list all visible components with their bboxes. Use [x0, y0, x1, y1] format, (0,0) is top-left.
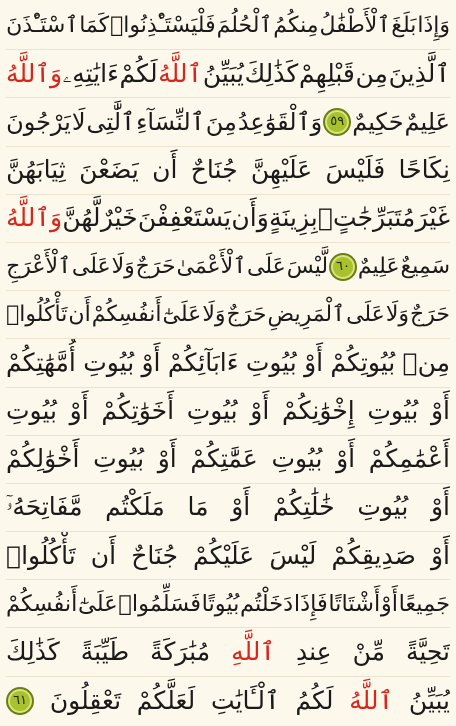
verse-word: بُيُوتِ	[83, 347, 135, 377]
verse-word: عَلَىٰٓ	[78, 590, 118, 617]
verse-word: عَلِيمٌ	[404, 107, 450, 136]
verse-word: كَذَٰلِكَ	[244, 58, 299, 88]
verse-word: جَمِيعًا	[398, 590, 450, 617]
verse-word: أَن	[68, 301, 91, 327]
divine-name-word: ٱللَّهُ	[158, 58, 203, 88]
verse-word: يَضَعْنَ	[79, 155, 139, 185]
verse-word: سَمِيعٌ	[400, 253, 450, 279]
verse-word: ٱلْأَعْمَىٰ	[176, 253, 247, 279]
verse-word: أَخْوَٰلِكُمْ	[6, 444, 80, 474]
verse-word: ءَايَٰتِهِۦ	[62, 58, 119, 88]
verse-line	[6, 50, 450, 98]
verse-word: أَشْتَاتًا	[328, 590, 381, 617]
verse-word: لَكُمُ	[295, 685, 334, 715]
verse-word: أَن	[152, 155, 178, 185]
verse-line	[6, 147, 450, 195]
verse-word: أَخَوَٰتِكُمْ	[101, 396, 175, 426]
verse-word: تَأْكُلُوا۟	[6, 301, 68, 327]
verse-word: بُيُوتِكُمْ	[330, 347, 396, 377]
verse-line	[6, 484, 450, 532]
verse-line	[6, 98, 450, 146]
verse-word: عَلِيمٌ	[357, 253, 400, 279]
verse-word: مِنَ	[205, 107, 237, 136]
verse-word: ءَابَآئِكُمْ	[167, 347, 239, 377]
verse-word: أَوْ	[69, 396, 89, 426]
verse-word: لَكُمْ	[119, 58, 158, 88]
verse-word: لَّيْسَ	[286, 253, 329, 279]
verse-word: ٱلْأَعْرَجِ	[6, 253, 71, 279]
verse-word: أَوْ	[380, 590, 398, 617]
verse-word: مِنكُمُ	[273, 12, 319, 38]
verse-word: أَوْ	[304, 347, 324, 377]
verse-line	[6, 580, 450, 628]
verse-word: خَيْرٌ	[100, 203, 138, 233]
divine-name-word: وَٱللَّهُ	[6, 58, 63, 88]
verse-word: ٱلْأَطْفَٰلُ	[319, 12, 391, 38]
verse-word: خَٰلَٰتِكُمْ	[272, 492, 335, 522]
verse-word: ٱلْـَٔايَٰتِ	[210, 685, 280, 715]
verse-word: أَنفُسِكُمْ	[91, 301, 162, 327]
verse-word: أَوْ	[430, 492, 450, 522]
verse-word: صَدِيقِكُمْ	[331, 540, 416, 570]
verse-word: وَلَا	[385, 301, 410, 327]
divine-name-word: وَٱللَّهُ	[6, 203, 63, 233]
divine-name-word: ٱللَّهُ	[349, 685, 394, 715]
verse-word: أَن	[90, 540, 117, 570]
verse-word: أَوْ	[250, 396, 270, 426]
verse-word: تَعْقِلُونَ	[49, 685, 122, 715]
verse-word: عِندِ	[296, 637, 332, 667]
verse-word: يُبَيِّنُ	[202, 58, 244, 88]
verse-word: بَلَغَ	[391, 12, 417, 38]
verse-word: حَرَجٌ	[226, 301, 267, 327]
verse-word: بُيُوتِ	[186, 396, 238, 426]
verse-word: بُيُوتِ	[271, 444, 323, 474]
ayah-number-marker: ٦١	[6, 687, 34, 715]
verse-word: بُيُوتِ	[357, 492, 409, 522]
verse-line	[6, 291, 450, 339]
verse-word: ٱلَّذِينَ	[388, 58, 450, 88]
verse-word: إِخْوَٰنِكُمْ	[281, 396, 355, 426]
verse-word: ٱلَّٰتِى	[86, 107, 136, 136]
verse-word: لَعَلَّكُمْ	[136, 685, 196, 715]
verse-word: كَمَا	[79, 12, 110, 38]
verse-word: تَأْكُلُوا۟	[6, 540, 76, 570]
verse-word: أُمَّهَٰتِكُمْ	[6, 347, 76, 377]
verse-word: وَأَن	[231, 203, 269, 233]
verse-word: تَحِيَّةً	[405, 637, 450, 667]
verse-word: مُتَبَرِّجَٰتٍۭ	[318, 203, 416, 233]
verse-line	[6, 243, 450, 291]
verse-line	[6, 677, 450, 725]
verse-word: وَإِذَا	[417, 12, 450, 38]
verse-word: يُبَيِّنُ	[408, 685, 450, 715]
verse-word: بُيُوتِ	[93, 444, 145, 474]
verse-word: بُيُوتِ	[367, 396, 419, 426]
verse-word: فَسَلِّمُوا۟	[118, 590, 201, 617]
verse-word: فَلَيْسَ	[325, 155, 386, 185]
verse-word: ٱسْتَـْٔذَنَ	[6, 12, 79, 38]
ayah-number-marker: ٥٩	[323, 108, 351, 136]
verse-word: وَلَا	[202, 301, 226, 327]
verse-word: يَسْتَعْفِفْنَ	[137, 203, 232, 233]
verse-word: أَوْ	[336, 444, 356, 474]
verse-line	[6, 436, 450, 484]
verse-word: عَلَى	[247, 253, 286, 279]
verse-word: أَوْ	[141, 347, 161, 377]
verse-word: جُنَاحٌ	[190, 155, 238, 185]
verse-word: جُنَاحٌ	[131, 540, 178, 570]
verse-word: نِكَاحًا	[398, 155, 450, 185]
verse-word: لَيْسَ	[269, 540, 317, 570]
verse-word: حَكِيمٌ	[352, 107, 404, 136]
verse-word: حَرَجٌ	[410, 301, 450, 327]
verse-word: مَا	[187, 492, 209, 522]
verse-word: مَّفَاتِحَهُۥٓ	[6, 492, 83, 522]
verse-word: ٱلْحُلُمَ	[216, 12, 273, 38]
verse-word: ٱلنِّسَآءِ	[136, 107, 205, 136]
verse-word: كَذَٰلِكَ	[6, 637, 60, 667]
verse-word: أَعْمَٰمِكُمْ	[368, 444, 450, 474]
verse-word: وَلَا	[111, 253, 135, 279]
verse-word: بُيُوتِ	[6, 396, 57, 426]
verse-word: ٱلْمَرِيضِ	[267, 301, 346, 327]
verse-word: أَوْ	[430, 396, 450, 426]
verse-word: عَمَّٰتِكُمْ	[190, 444, 258, 474]
verse-word: مُبَٰرَكَةً	[150, 637, 211, 667]
verse-line	[6, 2, 450, 50]
verse-line	[6, 388, 450, 436]
verse-word: عَلَىٰٓ	[162, 301, 202, 327]
verse-line	[6, 628, 450, 676]
verse-word: أَوْ	[231, 492, 251, 522]
verse-word: فَإِذَا	[293, 590, 328, 617]
divine-name-word: ٱللَّهِ	[231, 637, 276, 667]
verse-word: مِّنْ	[352, 637, 385, 667]
verse-word: طَيِّبَةً	[80, 637, 130, 667]
verse-word: لَّهُنَّ	[62, 203, 101, 233]
verse-word: أَنفُسِكُمْ	[6, 590, 78, 617]
verse-word: وَٱلْقَوَٰعِدُ	[237, 107, 323, 136]
verse-line	[6, 339, 450, 387]
verse-word: أَوْ	[430, 540, 450, 570]
verse-word: حَرَجٌ	[135, 253, 176, 279]
verse-word: غَيْرَ	[415, 203, 450, 233]
verse-line	[6, 532, 450, 580]
verse-word: بُيُوتًا	[201, 590, 240, 617]
verse-word: ثِيَابَهُنَّ	[6, 155, 66, 185]
verse-word: يَرْجُونَ	[6, 107, 71, 136]
verse-word: أَوْ	[157, 444, 177, 474]
verse-word: مِنۢ	[402, 347, 450, 377]
verse-word: بِزِينَةٍ	[269, 203, 318, 233]
verse-word: قَبْلِهِمْ	[298, 58, 355, 88]
verse-word: عَلَى	[71, 253, 111, 279]
ayah-number-marker: ٦٠	[329, 253, 357, 281]
verse-word: فَلْيَسْتَـْٔذِنُوا۟	[110, 12, 216, 38]
verse-word: لَا	[71, 107, 86, 136]
verse-word: عَلَيْهِنَّ	[250, 155, 313, 185]
verse-word: عَلَيْكُمْ	[193, 540, 255, 570]
verse-line	[6, 195, 450, 243]
verse-word: عَلَى	[346, 301, 385, 327]
verse-word: مَلَكْتُم	[105, 492, 165, 522]
verse-word: بُيُوتِ	[245, 347, 297, 377]
verse-word: دَخَلْتُم	[240, 590, 294, 617]
verse-word: مِن	[355, 58, 388, 88]
